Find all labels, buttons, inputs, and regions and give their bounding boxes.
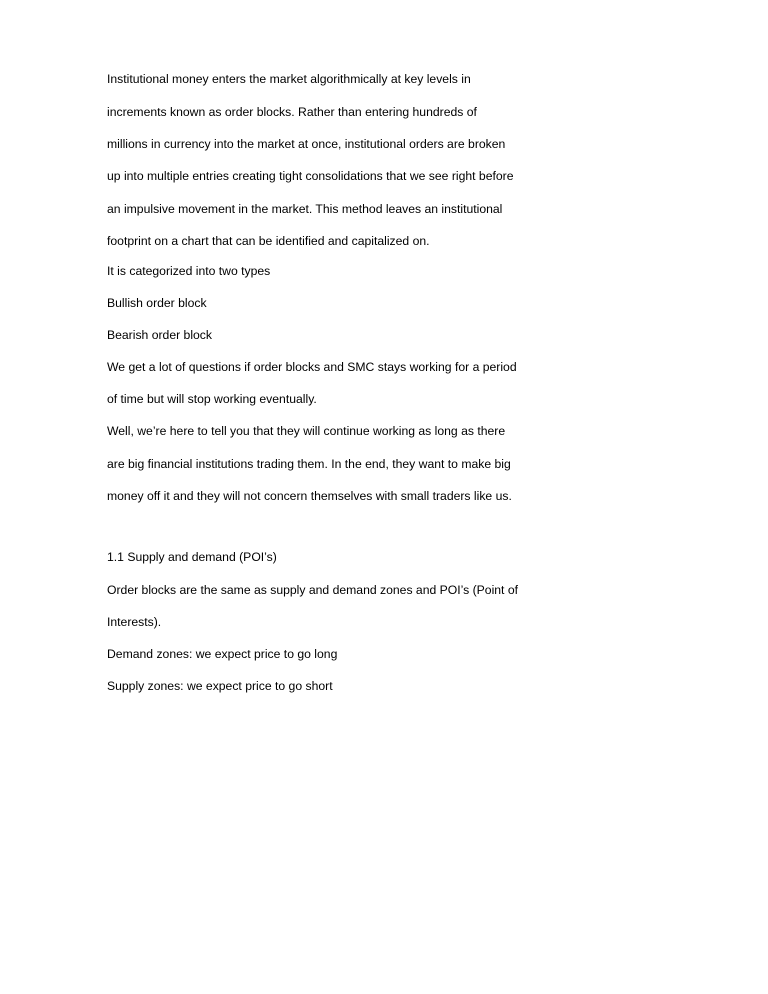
paragraph-line: increments known as order blocks. Rather than entering hundreds of — [107, 105, 477, 119]
paragraph-line: Institutional money enters the market algorithmically at key levels in — [107, 72, 471, 86]
paragraph-line: We get a lot of questions if order blocks and SMC stays working for a period — [107, 360, 517, 374]
supply-zones-line: Supply zones: we expect price to go short — [107, 679, 333, 693]
paragraph-line: Interests). — [107, 615, 162, 629]
list-item-bearish-order-block: Bearish order block — [107, 328, 212, 342]
paragraph-line: It is categorized into two types — [107, 264, 271, 278]
paragraph-line: are big financial institutions trading them. In the end, they want to make big — [107, 457, 511, 471]
paragraph-line: of time but will stop working eventually. — [107, 392, 317, 406]
paragraph-line: Order blocks are the same as supply and demand zones and POI’s (Point of — [107, 583, 518, 597]
paragraph-line: up into multiple entries creating tight consolidations that we see right before — [107, 169, 514, 183]
paragraph-line: millions in currency into the market at once, institutional orders are broken — [107, 137, 506, 151]
paragraph-line: an impulsive movement in the market. This method leaves an institutional — [107, 202, 503, 216]
section-heading: 1.1 Supply and demand (POI’s) — [107, 550, 277, 564]
demand-zones-line: Demand zones: we expect price to go long — [107, 647, 338, 661]
paragraph-line: footprint on a chart that can be identified and capitalized on. — [107, 234, 430, 248]
paragraph-line: money off it and they will not concern themselves with small traders like us. — [107, 489, 512, 503]
paragraph-line: Well, we’re here to tell you that they will continue working as long as there — [107, 424, 506, 438]
list-item-bullish-order-block: Bullish order block — [107, 296, 207, 310]
